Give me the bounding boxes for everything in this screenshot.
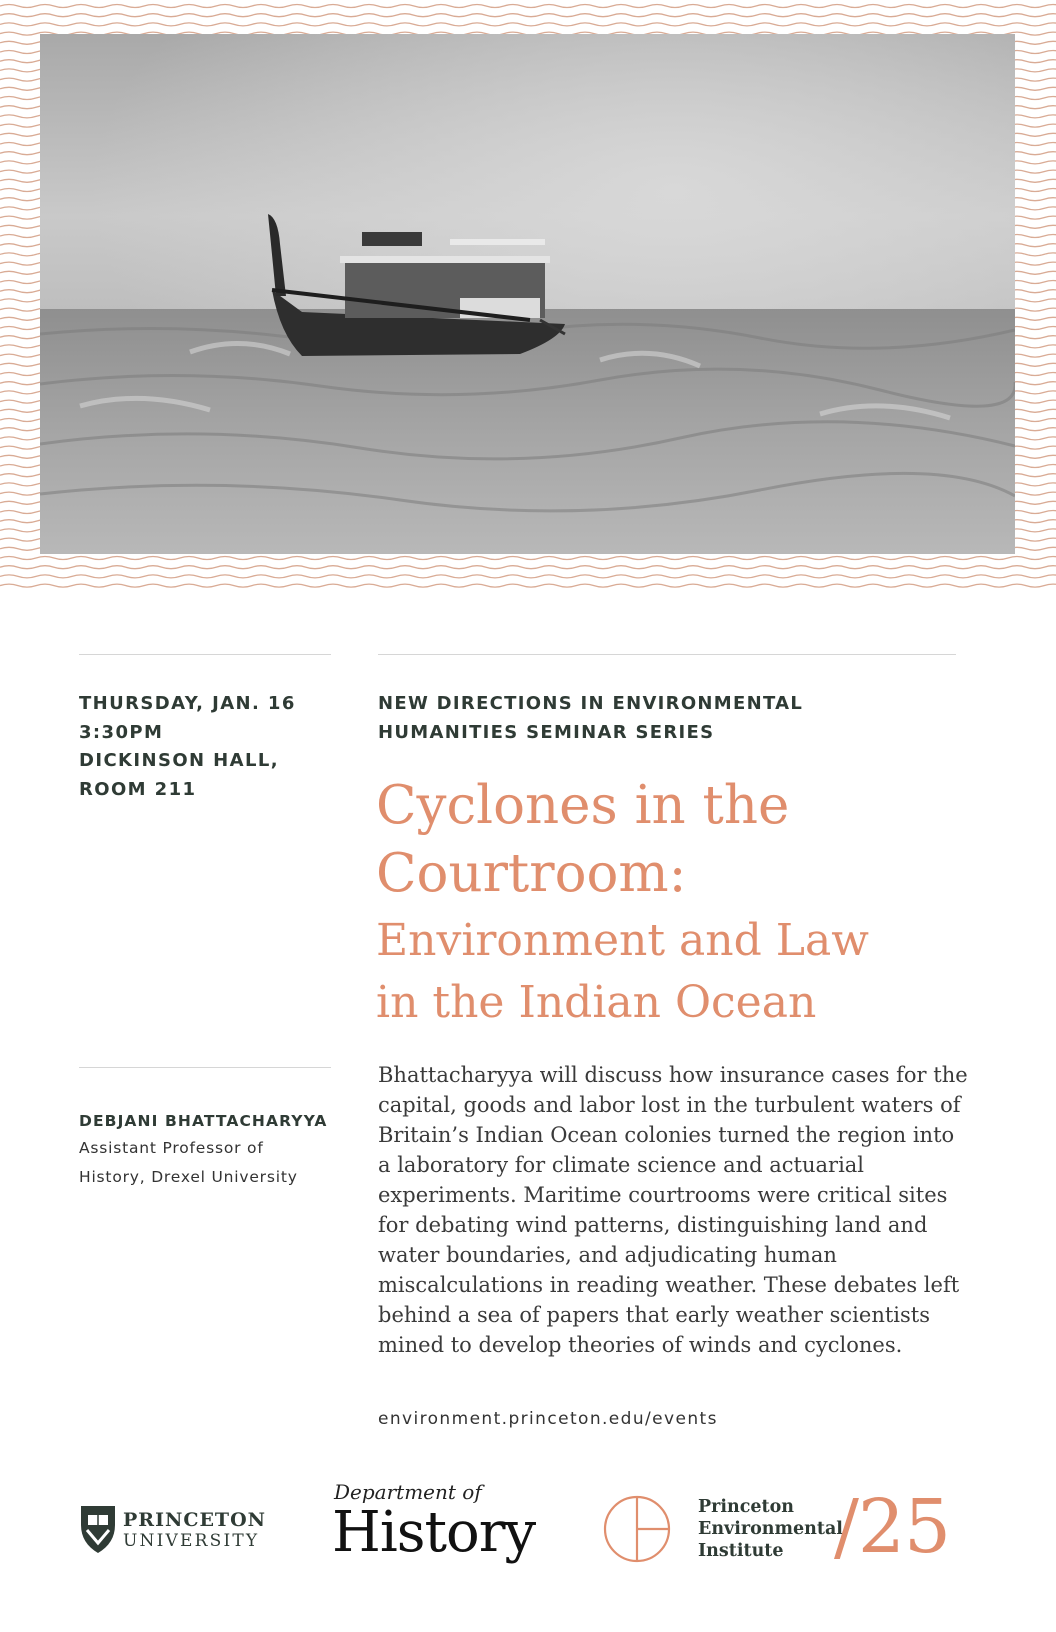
series-line1: NEW DIRECTIONS IN ENVIRONMENTAL xyxy=(378,693,804,714)
princeton-logo-line1: PRINCETON xyxy=(123,1509,266,1531)
description-line: Britain’s Indian Ocean colonies turned the region into xyxy=(378,1123,955,1147)
description-line: for debating wind patterns, distinguishing land and xyxy=(378,1213,928,1237)
speaker-role-line2: History, Drexel University xyxy=(79,1168,298,1186)
history-logo-dept: Department of xyxy=(334,1480,482,1504)
description-line: a laboratory for climate science and actuarial xyxy=(378,1153,865,1177)
subtitle-line1: Environment and Law xyxy=(376,915,869,966)
pei-anniversary-mark: /25 xyxy=(834,1484,951,1570)
right-top-rule xyxy=(378,654,956,655)
left-middle-rule xyxy=(79,1067,331,1068)
event-date: THURSDAY, JAN. 16 xyxy=(79,693,296,714)
description-line: mined to develop theories of winds and cyclones. xyxy=(378,1333,903,1357)
event-location-line1: DICKINSON HALL, xyxy=(79,750,279,771)
pei-logo-line1: Princeton xyxy=(698,1497,795,1517)
wave-line xyxy=(0,557,1056,560)
pei-logo-line2: Environmental xyxy=(698,1519,843,1539)
event-details xyxy=(79,690,339,804)
description-line: capital, goods and labor lost in the turbulent waters of xyxy=(378,1093,961,1117)
department-of-history-logo xyxy=(332,1480,562,1580)
speaker-info xyxy=(79,1108,349,1192)
description-line: experiments. Maritime courtrooms were critical sites xyxy=(378,1183,948,1207)
pei-circle-e-icon xyxy=(602,1494,672,1564)
speaker-name: DEBJANI BHATTACHARYYA xyxy=(79,1112,328,1130)
description-line: Bhattacharyya will discuss how insurance cases for the xyxy=(378,1063,968,1087)
subtitle-line2: in the Indian Ocean xyxy=(376,977,817,1028)
description-line: miscalculations in reading weather. These debates left xyxy=(378,1273,960,1297)
talk-description xyxy=(378,1060,998,1360)
talk-title xyxy=(376,772,996,1034)
series-line2: HUMANITIES SEMINAR SERIES xyxy=(378,721,715,743)
princeton-shield-icon xyxy=(79,1503,117,1555)
event-location-line2: ROOM 211 xyxy=(79,778,197,800)
wave-line xyxy=(0,14,1056,17)
pei-logo-line3: Institute xyxy=(698,1541,784,1561)
wave-line xyxy=(0,5,1056,8)
boat-in-storm-image xyxy=(40,34,1015,554)
title-line1: Cyclones in the xyxy=(376,775,790,836)
description-line: behind a sea of papers that early weather scientists xyxy=(378,1303,930,1327)
title-line2: Courtroom: xyxy=(376,843,687,904)
event-time: 3:30PM xyxy=(79,721,164,743)
princeton-logo-line2: UNIVERSITY xyxy=(123,1531,260,1551)
wave-line xyxy=(0,584,1056,587)
princeton-environmental-institute-logo xyxy=(602,1484,982,1570)
wave-line xyxy=(0,23,1056,26)
speaker-role-line1: Assistant Professor of xyxy=(79,1139,264,1157)
header-photo xyxy=(40,34,1015,554)
events-url-link[interactable]: environment.princeton.edu/events xyxy=(378,1409,718,1429)
wave-line xyxy=(0,575,1056,578)
seminar-series-label xyxy=(378,690,978,747)
left-top-rule xyxy=(79,654,331,655)
description-line: water boundaries, and adjudicating human xyxy=(378,1243,837,1267)
wave-line xyxy=(0,566,1056,569)
princeton-university-logo xyxy=(79,1503,279,1563)
history-logo-name: History xyxy=(332,1500,536,1565)
